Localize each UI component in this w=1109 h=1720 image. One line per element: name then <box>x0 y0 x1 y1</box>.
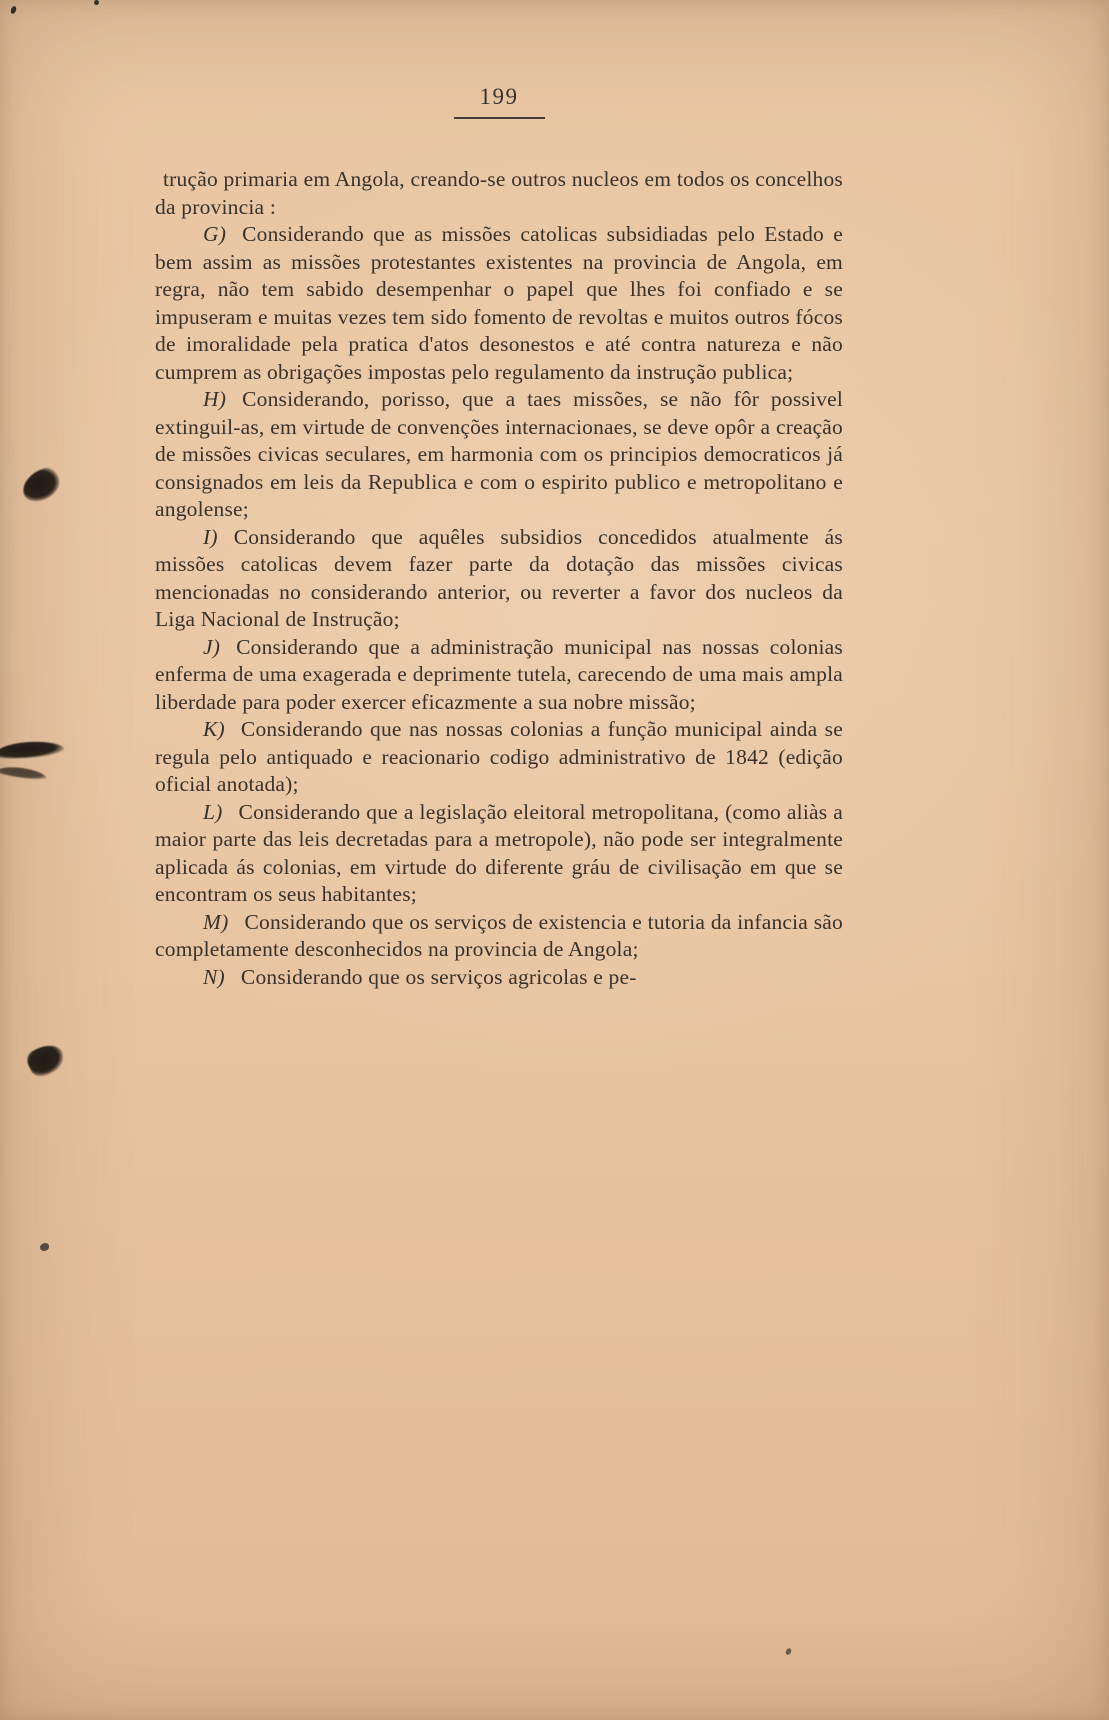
ink-smudge <box>24 1040 69 1081</box>
ink-speck <box>10 5 17 14</box>
paragraph-letter: K) <box>203 717 225 741</box>
ink-smudge <box>18 465 63 505</box>
paragraph-text: Considerando, porisso, que a taes missões, se não fôr possivel extinguil-as, em virtude de convenções internacionaes, se deve opôr a creação de missões civicas seculares, em harmonia com os principios democraticos já consignados em leis da Republica e com o espirito publico e metropolitano e angolense; <box>155 387 843 521</box>
paragraph-letter: N) <box>203 964 225 989</box>
paragraph <box>155 221 843 386</box>
page-number: 199 <box>454 84 545 119</box>
paragraph-text: Considerando que a legislação eleitoral metropolitana, (como aliàs a maior parte das leis decretadas para a metropole), não pode ser integralmente aplicada ás colonias, em virtude do diferente gráu de civilisação em que se encontram os seus habitantes; <box>155 799 843 906</box>
paragraph <box>155 386 843 524</box>
page-header <box>155 84 843 119</box>
paragraph-letter: I) <box>203 524 218 549</box>
ink-speck <box>40 1243 49 1251</box>
paragraph-letter: G) <box>203 222 227 246</box>
ink-speck <box>94 0 99 5</box>
paragraph <box>155 634 843 717</box>
paragraph <box>155 524 843 634</box>
paragraph-text: Considerando que as missões catolicas subsidiadas pelo Estado e bem assim as missões protestantes existentes na provincia de Angola, em regra, não tem sabido desempenhar o papel que lhes foi confiado e se impuseram e muitas vezes tem sido fomento de revoltas e muitos outros fócos de imoralidade pela pratica d'atos desonestos e até contra natureza e não cumprem as obrigações impostas pelo regulamento da instrução publica; <box>155 222 843 384</box>
paragraph-letter: J) <box>203 634 221 659</box>
paragraph <box>155 909 843 964</box>
ink-speck <box>785 1647 793 1656</box>
paragraph-text: Considerando que os serviços de existencia e tutoria da infancia são completamente desconhecidos na provincia de Angola; <box>155 909 843 961</box>
paragraph-letter: L) <box>203 799 223 824</box>
paragraph-text: Considerando que os serviços agricolas e pe- <box>240 964 637 989</box>
paragraph-text: trução primaria em Angola, creando-se outros nucleos em todos os concelhos da provincia : <box>155 167 843 219</box>
paragraph-text: Considerando que nas nossas colonias a função municipal ainda se regula pelo antiquado e reacionario codigo administrativo de 1842 (edição oficial anotada); <box>155 717 843 796</box>
ink-smudge <box>0 740 64 761</box>
paragraph-letter: H) <box>203 387 227 411</box>
paragraph <box>155 166 843 221</box>
paragraph <box>155 716 843 799</box>
paragraph <box>155 799 843 909</box>
paragraph-letter: M) <box>203 909 229 934</box>
paragraph-text: Considerando que aquêles subsidios concedidos atualmente ás missões catolicas devem fazer parte da dotação das missões civicas mencionadas no considerando anterior, ou reverter a favor dos nucleos da Liga Nacional de Instrução; <box>155 524 843 631</box>
body-text <box>155 166 843 991</box>
paragraph <box>155 964 843 992</box>
paragraph-text: Considerando que a administração municipal nas nossas colonias enferma de uma exagerada e deprimente tutela, carecendo de uma mais ampla liberdade para poder exercer eficazmente a sua nobre missão; <box>155 634 843 714</box>
ink-smudge <box>0 764 48 781</box>
